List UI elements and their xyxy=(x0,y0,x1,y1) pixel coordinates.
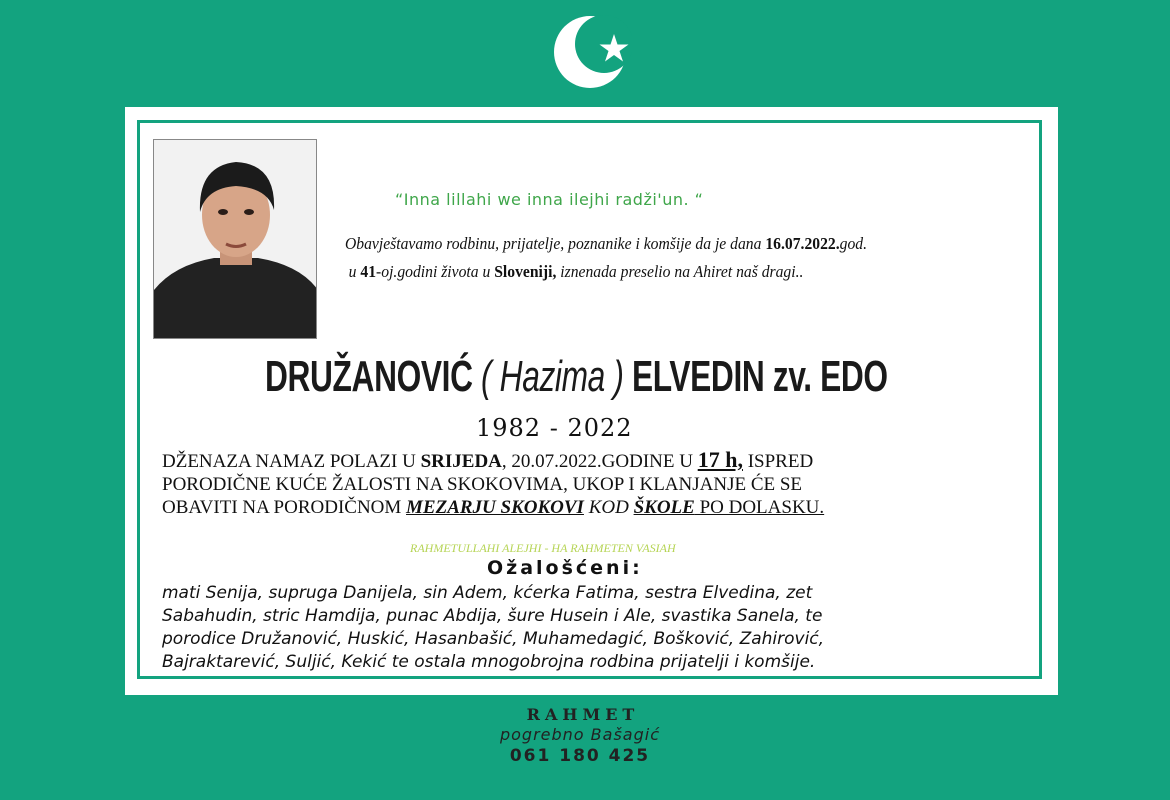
announcement-line-2: u 41-oj.godini života u Sloveniji, iznenada preselio na Ahiret naš dragi.. xyxy=(348,262,804,281)
funeral-details xyxy=(162,448,1022,519)
footer-rahmet: RAHMET xyxy=(526,705,640,724)
deceased-name: DRUŽANOVIĆ ( Hazima ) ELVEDIN zv. EDO xyxy=(265,352,888,401)
funeral-line-1: DŽENAZA NAMAZ POLAZI U SRIJEDA, 20.07.2022.GODINE U 17 h, ISPRED xyxy=(162,447,814,472)
mourners-line: mati Senija, supruga Danijela, sin Adem, kćerka Fatima, sestra Elvedina, zet xyxy=(162,583,813,603)
father-name: ( Hazima ) xyxy=(472,352,632,401)
funeral-time: 17 h, xyxy=(697,447,743,472)
footer-phone: 061 180 425 xyxy=(509,746,651,766)
age: 41 xyxy=(360,262,377,281)
footer-company: pogrebno Bašagić xyxy=(499,725,660,744)
cemetery: MEZARJU SKOKOVI xyxy=(406,497,584,518)
death-date: 16.07.2022. xyxy=(765,234,840,253)
funeral-day: SRIJEDA xyxy=(420,451,502,472)
announcement-line-1: Obavještavamo rodbinu, prijatelje, poznanike i komšije da je dana 16.07.2022.god. xyxy=(345,234,867,253)
mourners-line: Bajraktarević, Suljić, Kekić te ostala mnogobrojna rodbina prijatelji i komšije. xyxy=(162,652,816,672)
mourners-heading: Ožalošćeni: xyxy=(487,557,643,579)
rahmet-prayer: RAHMETULLAHI ALEJHI - HA RAHMETEN VASIAH xyxy=(410,541,676,555)
funeral-line-3: OBAVITI NA PORODIČNOM MEZARJU SKOKOVI KOD ŠKOLE PO DOLASKU. xyxy=(162,497,825,518)
mourners-line: porodice Družanović, Huskić, Hasanbašić, Muhamedagić, Bošković, Zahirović, xyxy=(162,629,825,649)
crescent-star-icon xyxy=(552,12,632,92)
deceased-photo xyxy=(153,139,317,339)
place: Sloveniji, xyxy=(494,262,557,281)
mourners-line: Sabahudin, stric Hamdija, punac Abdija, šure Husein i Ale, svastika Sanela, te xyxy=(162,606,823,626)
life-years: 1982 - 2022 xyxy=(476,414,633,442)
funeral-line-2: PORODIČNE KUĆE ŽALOSTI NA SKOKOVIMA, UKOP I KLANJANJE ĆE SE xyxy=(162,474,803,495)
prayer-quote: “Inna lillahi we inna ilejhi radži'un. “ xyxy=(395,190,704,209)
mourners-list xyxy=(162,582,1022,674)
school: ŠKOLE xyxy=(633,497,695,518)
announcement-text xyxy=(345,230,915,286)
